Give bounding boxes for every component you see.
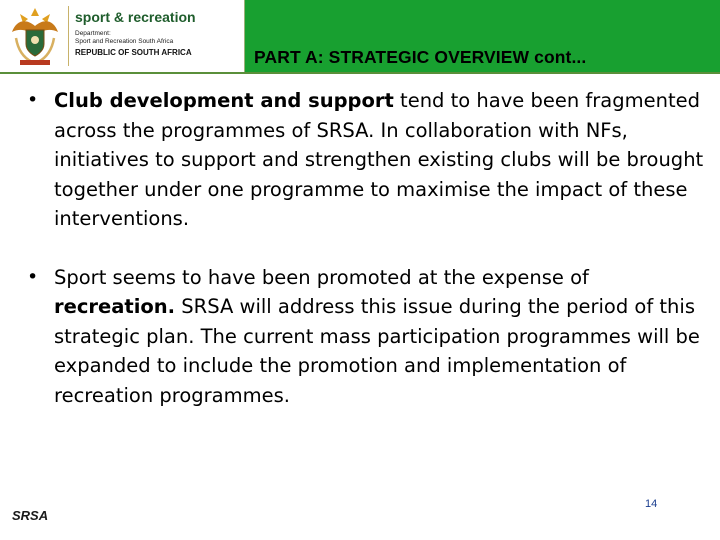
bullet-list	[24, 86, 704, 410]
header-divider	[0, 72, 720, 74]
bullet-text-before: Sport seems to have been promoted at the expense of	[54, 265, 589, 289]
bullet-icon: •	[27, 89, 39, 111]
bullet-text: tend to have been fragmented across the programmes of SRSA. In collaboration with NFs, initiatives to support and strengthen existing clubs will be brought together under one programme to maximise the impact of these interventions.	[54, 89, 704, 230]
country-name: REPUBLIC OF SOUTH AFRICA	[75, 48, 192, 57]
bullet-item	[24, 86, 704, 234]
slide-title: PART A: STRATEGIC OVERVIEW cont...	[254, 47, 587, 67]
bullet-item	[24, 263, 704, 411]
department-logo	[0, 0, 245, 72]
footer-brand: SRSA	[12, 508, 49, 523]
page-number: 14	[645, 498, 658, 510]
brand-name: sport & recreation	[75, 9, 196, 25]
department-name: Sport and Recreation South Africa	[75, 38, 174, 45]
slide-header	[0, 0, 720, 74]
department-label: Department:	[75, 30, 111, 37]
bullet-bold-term: recreation.	[54, 295, 176, 318]
bullet-bold-lead: Club development and support	[54, 89, 394, 112]
bullet-text: SRSA will address this issue during the period of this strategic plan. The current mass participation programmes will be expanded to include the promotion and implementation of recreation programmes.	[54, 295, 700, 407]
logo-divider	[68, 6, 69, 66]
coat-of-arms-icon	[6, 4, 64, 68]
bullet-icon: •	[27, 265, 39, 288]
